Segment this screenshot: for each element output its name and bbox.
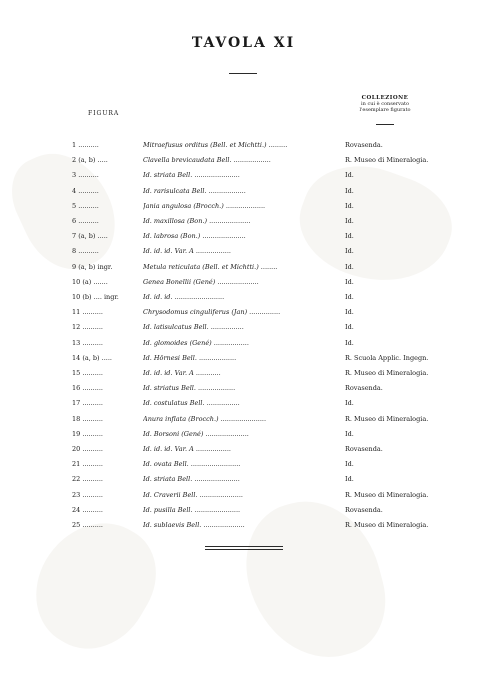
collection-name: Rovasenda.: [345, 445, 383, 453]
collection-header-sub2: l'esemplare figurato: [359, 107, 411, 113]
species-name: Jania angulosa (Brocch.) ...................: [143, 201, 266, 210]
bottom-rule-bottom: [205, 549, 283, 550]
species-name: Id. striata Bell. ......................: [143, 475, 240, 484]
figure-number: 11 ..........: [72, 308, 103, 317]
table-row: [0, 352, 487, 364]
species-name: Mitraefusus orditus (Bell. et Michtti.) .........: [143, 141, 288, 149]
species-name: Genea Bonellii (Gené) ....................: [143, 277, 259, 286]
collection-name: R. Museo di Mineralogia.: [345, 490, 429, 499]
table-row: [0, 443, 487, 455]
species-name: Metula reticulata (Bell. et Michtti.) ........: [143, 262, 278, 271]
figure-number: 20 ..........: [72, 445, 103, 453]
figure-number: 13 ..........: [72, 338, 103, 347]
collection-name: R. Museo di Mineralogia.: [345, 369, 429, 377]
species-name: Id. Hörnesi Bell. ..................: [143, 353, 237, 362]
species-name: Id. id. id. Var. A ............: [143, 369, 221, 377]
species-name: Id. Craverii Bell. .....................: [143, 490, 243, 499]
table-row: [0, 321, 487, 333]
collection-name: Rovasenda.: [345, 141, 383, 149]
table-row: [0, 200, 487, 212]
species-name: Id. striatus Bell. ..................: [143, 384, 236, 393]
species-name: Id. pusilla Bell. ......................: [143, 505, 241, 514]
collection-name: R. Museo di Mineralogia.: [345, 156, 429, 165]
collection-name: Id.: [345, 277, 354, 286]
table-row: [0, 504, 487, 516]
species-name: Id. labrosa (Bon.) .....................: [143, 232, 246, 241]
figure-number: 6 ..........: [72, 217, 99, 225]
collection-name: Id.: [345, 308, 354, 317]
collection-name: Id.: [345, 429, 354, 438]
collection-name: Id.: [345, 171, 354, 180]
figura-header: FIGURA: [88, 110, 120, 117]
species-name: Id. costulatus Bell. ................: [143, 399, 240, 408]
collection-name: R. Museo di Mineralogia.: [345, 521, 429, 529]
table-row: [0, 245, 487, 257]
table-row: [0, 291, 487, 303]
species-name: Id. ovata Bell. ........................: [143, 460, 241, 469]
collection-name: Id.: [345, 323, 354, 332]
collection-header: [345, 95, 425, 113]
species-name: Id. glomoides (Gené) .................: [143, 338, 249, 347]
figure-number: 8 ..........: [72, 247, 99, 256]
bottom-rule-top: [205, 546, 283, 547]
figure-number: 22 ..........: [72, 475, 103, 484]
species-name: Id. sublaevis Bell. ....................: [143, 521, 245, 529]
table-row: [0, 367, 487, 379]
collection-name: Id.: [345, 475, 354, 484]
figure-number: 4 ..........: [72, 186, 99, 195]
figure-number: 1 ..........: [72, 141, 99, 149]
species-name: Chrysodomus cinguliferus (Jan) ...............: [143, 308, 281, 317]
table-row: [0, 397, 487, 409]
figure-number: 2 (a, b) .....: [72, 156, 108, 165]
table-row: [0, 185, 487, 197]
collection-header-rule: [376, 124, 394, 125]
collection-name: Id.: [345, 186, 354, 195]
table-row: [0, 413, 487, 425]
figure-number: 18 ..........: [72, 414, 103, 423]
figure-number: 3 ..........: [72, 171, 99, 180]
figure-number: 5 ..........: [72, 201, 99, 210]
table-row: [0, 154, 487, 166]
collection-name: Rovasenda.: [345, 384, 383, 393]
figure-number: 16 ..........: [72, 384, 103, 393]
species-name: Id. Borsoni (Gené) .....................: [143, 429, 249, 438]
figure-number: 7 (a, b) .....: [72, 232, 108, 241]
figure-number: 12 ..........: [72, 323, 103, 332]
collection-name: Id.: [345, 201, 354, 210]
collection-name: Id.: [345, 399, 354, 408]
figure-number: 15 ..........: [72, 369, 103, 377]
collection-name: Id.: [345, 247, 354, 256]
figure-number: 9 (a, b) ingr.: [72, 262, 113, 271]
collection-name: R. Scuola Applic. Ingegn.: [345, 353, 429, 362]
figure-number: 21 ..........: [72, 460, 103, 469]
figure-number: 24 ..........: [72, 505, 103, 514]
table-row: [0, 519, 487, 531]
table-row: [0, 230, 487, 242]
species-name: Id. id. id. ........................: [143, 293, 225, 301]
table-row: [0, 215, 487, 227]
table-row: [0, 139, 487, 151]
collection-name: Rovasenda.: [345, 505, 383, 514]
table-row: [0, 306, 487, 318]
collection-name: Id.: [345, 232, 354, 241]
species-name: Id. id. id. Var. A .................: [143, 445, 231, 453]
title-rule: [229, 73, 257, 74]
figure-number: 23 ..........: [72, 490, 103, 499]
table-row: [0, 489, 487, 501]
collection-name: Id.: [345, 460, 354, 469]
collection-header-sub1: in cui è conservato: [361, 101, 409, 107]
table-row: [0, 337, 487, 349]
species-name: Id. id. id. Var. A .................: [143, 247, 231, 256]
table-row: [0, 458, 487, 470]
collection-name: Id.: [345, 293, 354, 301]
table-row: [0, 473, 487, 485]
collection-name: R. Museo di Mineralogia.: [345, 414, 429, 423]
table-row: [0, 261, 487, 273]
plate-title: TAVOLA XI: [191, 35, 296, 51]
figure-number: 10 (b) .... ingr.: [72, 293, 119, 301]
species-name: Anura inflata (Brocch.) ......................: [143, 414, 267, 423]
table-row: [0, 428, 487, 440]
table-row: [0, 276, 487, 288]
table-row: [0, 382, 487, 394]
species-name: Id. rarisulcata Bell. ..................: [143, 186, 246, 195]
species-name: Id. maxillosa (Bon.) ....................: [143, 217, 251, 225]
species-name: Id. striata Bell. ......................: [143, 171, 240, 180]
collection-header-title: COLLEZIONE: [361, 95, 409, 101]
species-name: Clavella brevicaudata Bell. ..................: [143, 156, 271, 165]
figure-number: 17 ..........: [72, 399, 103, 408]
collection-name: Id.: [345, 217, 354, 225]
collection-name: Id.: [345, 338, 354, 347]
figure-number: 14 (a, b) .....: [72, 353, 112, 362]
figure-number: 10 (a) .......: [72, 277, 108, 286]
figure-number: 19 ..........: [72, 429, 103, 438]
species-name: Id. latisulcatus Bell. ................: [143, 323, 244, 332]
collection-name: Id.: [345, 262, 354, 271]
table-row: [0, 169, 487, 181]
figure-number: 25 ..........: [72, 521, 103, 529]
